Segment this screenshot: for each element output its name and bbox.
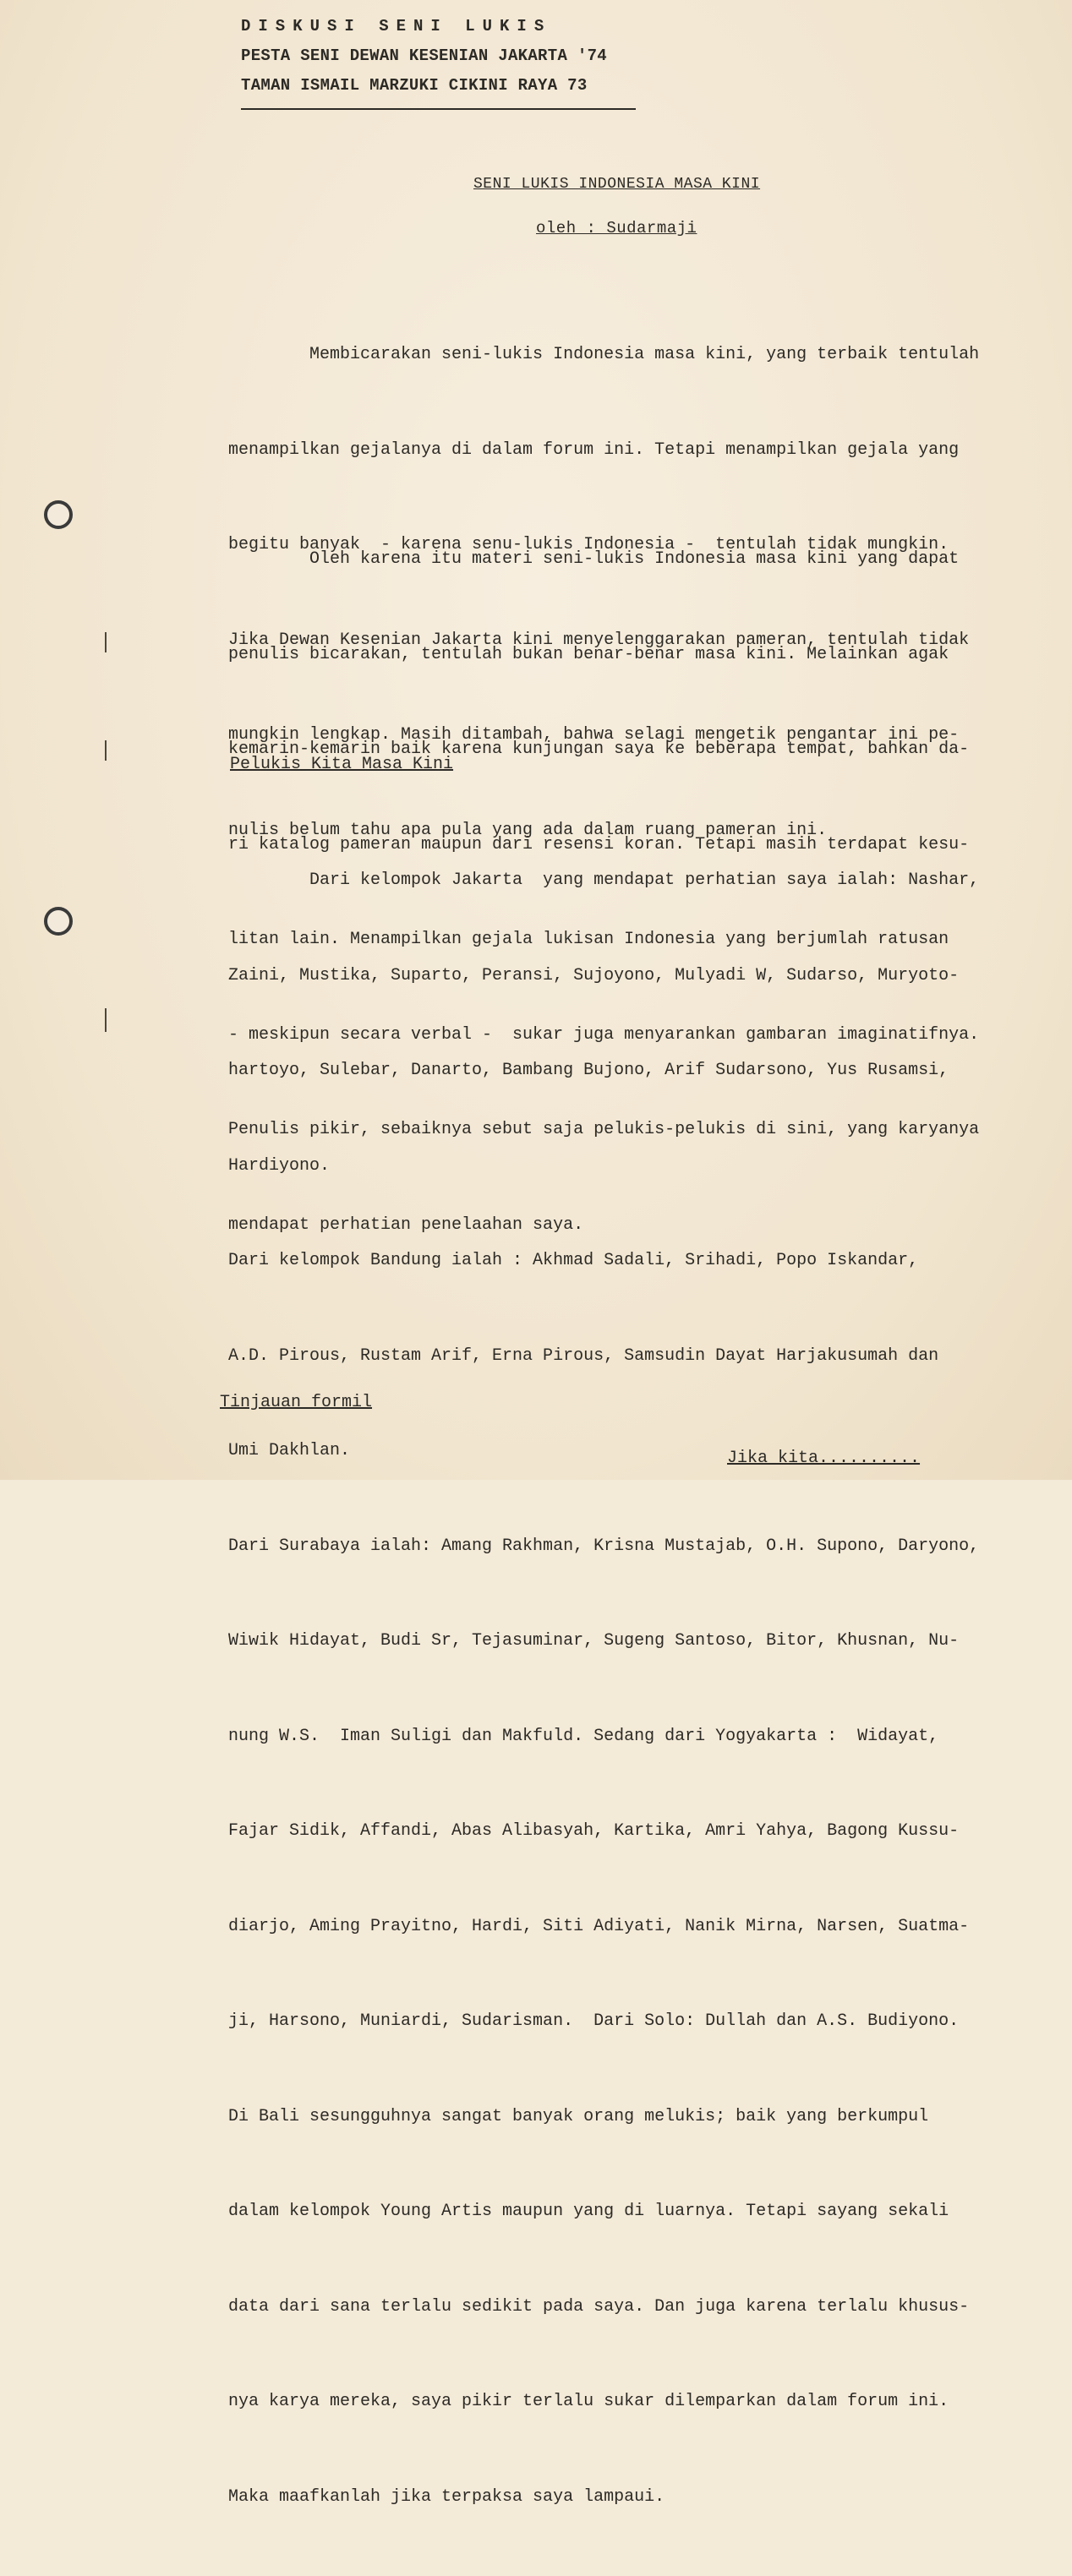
text-line: A.D. Pirous, Rustam Arif, Erna Pirous, Samsudin Dayat Harjakusumah dan (228, 1345, 939, 1366)
text-line: Umi Dakhlan. (228, 1441, 351, 1460)
text-line: Hardiyono. (228, 1155, 331, 1176)
header-line-2: PESTA SENI DEWAN KESENIAN JAKARTA '74 (241, 46, 607, 65)
text-line: dalam kelompok Young Artis maupun yang di luarnya. Tetapi sayang sekali (228, 2202, 949, 2221)
text-line: Membicarakan seni-lukis Indonesia masa kini, yang terbaik tentulah (228, 345, 980, 364)
header-line-1: DISKUSI SENI LUKIS (241, 17, 552, 35)
text-line: Dari kelompok Jakarta yang mendapat perhatian saya ialah: Nashar, (228, 870, 980, 890)
text-line: nung W.S. Iman Suligi dan Makfuld. Sedang dari Yogyakarta : Widayat, (228, 1726, 939, 1746)
paragraph-3 (228, 801, 1023, 2576)
text-line: begitu banyak - karena senu-lukis Indonesia - tentulah tidak mungkin. (228, 535, 949, 554)
text-line: data dari sana terlalu sedikit pada saya. Dan juga karena terlalu khusus- (228, 2296, 970, 2317)
text-line: hartoyo, Sulebar, Danarto, Bambang Bujono, Arif Sudarsono, Yus Rusamsi, (228, 1061, 949, 1080)
text-line: Oleh karena itu materi seni-lukis Indonesia masa kini yang dapat (228, 549, 960, 569)
text-line: Jika Dewan Kesenian Jakarta kini menyelenggarakan pameran, tentulah tidak (228, 630, 970, 650)
text-line: Zaini, Mustika, Suparto, Peransi, Sujoyono, Mulyadi W, Sudarso, Muryoto- (228, 965, 960, 985)
text-line: diarjo, Aming Prayitno, Hardi, Siti Adiyati, Nanik Mirna, Narsen, Suatma- (228, 1916, 970, 1936)
text-line: Dari kelompok Bandung ialah : Akhmad Sadali, Srihadi, Popo Iskandar, (228, 1251, 919, 1270)
text-line: Fajar Sidik, Affandi, Abas Alibasyah, Kartika, Amri Yahya, Bagong Kussu- (228, 1821, 960, 1841)
text-line: nulis belum tahu apa pula yang ada dalam ruang pameran ini. (228, 820, 828, 840)
header-line-3: TAMAN ISMAIL MARZUKI CIKINI RAYA 73 (241, 76, 588, 95)
text-line: Maka maafkanlah jika terpaksa saya lampaui. (228, 2486, 665, 2507)
text-line: Dari Surabaya ialah: Amang Rakhman, Krisna Mustajab, O.H. Supono, Daryono, (228, 1536, 980, 1556)
document-header (241, 12, 638, 101)
margin-mark (105, 632, 107, 652)
document-title: SENI LUKIS INDONESIA MASA KINI (473, 176, 761, 193)
text-line: menampilkan gejalanya di dalam forum ini. Tetapi menampilkan gejala yang (228, 439, 960, 460)
section-heading-tinjauan: Tinjauan formil (220, 1393, 373, 1412)
text-line: Di Bali sesungguhnya sangat banyak orang melukis; baik yang berkumpul (228, 2106, 929, 2126)
text-line: kemarin-kemarin baik karena kunjungan saya ke beberapa tempat, bahkan da- (228, 740, 970, 759)
text-line: nya karya mereka, saya pikir terlalu sukar dilemparkan dalam forum ini. (228, 2392, 949, 2411)
text-line: mungkin lengkap. Masih ditambah, bahwa selagi mengetik pengantar ini pe- (228, 725, 960, 745)
text-line: ri katalog pameran maupun dari resensi koran. Tetapi masih terdapat kesu- (228, 834, 970, 854)
text-line: - meskipun secara verbal - sukar juga menyarankan gambaran imaginatifnya. (228, 1024, 980, 1045)
continuation-note: Jika kita.......... (727, 1449, 921, 1468)
punch-hole (44, 907, 73, 936)
margin-mark (105, 1008, 107, 1032)
section-heading-pelukis: Pelukis Kita Masa Kini (230, 755, 454, 774)
text-line: mendapat perhatian penelaahan saya. (228, 1214, 584, 1235)
margin-mark (105, 740, 107, 761)
text-line: Wiwik Hidayat, Budi Sr, Tejasuminar, Sugeng Santoso, Bitor, Khusnan, Nu- (228, 1631, 960, 1651)
text-line: Penulis pikir, sebaiknya sebut saja pelukis-pelukis di sini, yang karyanya (228, 1120, 980, 1139)
header-rule (241, 108, 636, 110)
text-line: ji, Harsono, Muniardi, Sudarisman. Dari Solo: Dullah dan A.S. Budiyono. (228, 2011, 960, 2031)
author-byline: oleh : Sudarmaji (536, 219, 697, 237)
text-line: penulis bicarakan, tentulah bukan benar-benar masa kini. Melainkan agak (228, 644, 949, 664)
punch-hole (44, 500, 73, 529)
text-line: litan lain. Menampilkan gejala lukisan Indonesia yang berjumlah ratusan (228, 930, 949, 949)
